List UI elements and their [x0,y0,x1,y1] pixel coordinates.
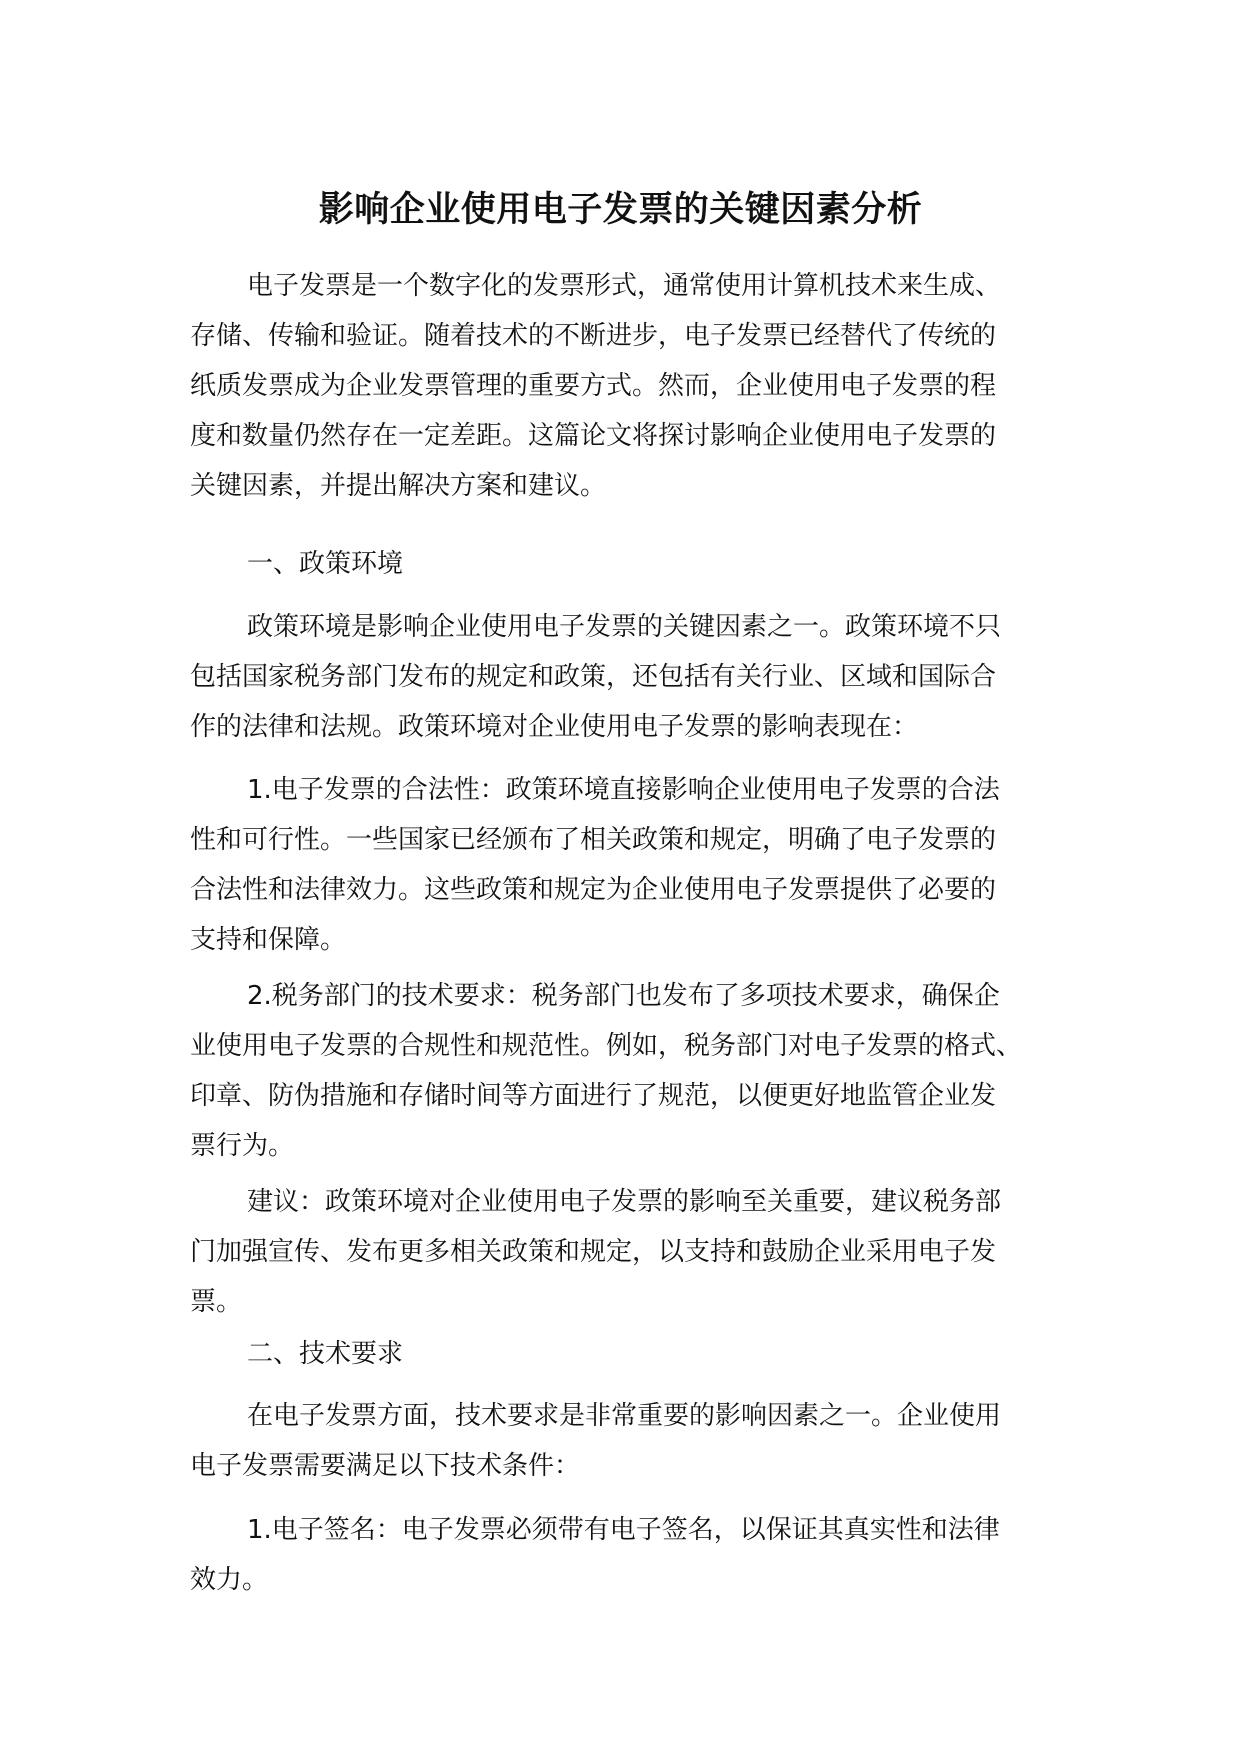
text-line: 支持和保障。 [190,925,347,955]
text-line: 1.电子发票的合法性：政策环境直接影响企业使用电子发票的合法 [247,775,1000,805]
text-line: 印章、防伪措施和存储时间等方面进行了规范，以便更好地监管企业发 [190,1081,997,1111]
text-line: 1.电子签名：电子发票必须带有电子签名，以保证其真实性和法律 [247,1515,1000,1545]
policy-item-1 [190,765,1060,965]
intro-paragraph [190,261,1060,511]
text-line: 电子发票是一个数字化的发票形式，通常使用计算机技术来生成、 [247,271,1002,301]
section-heading-text: 二、技术要求 [247,1339,404,1369]
text-line: 性和可行性。一些国家已经颁布了相关政策和规定，明确了电子发票的 [190,825,997,855]
text-line: 建议：政策环境对企业使用电子发票的影响至关重要，建议税务部 [247,1187,1002,1217]
text-line: 存储、传输和验证。随着技术的不断进步，电子发票已经替代了传统的 [190,321,997,351]
text-line: 度和数量仍然存在一定差距。这篇论文将探讨影响企业使用电子发票的 [190,421,997,451]
section-heading-policy [190,539,1060,589]
text-line: 纸质发票成为企业发票管理的重要方式。然而，企业使用电子发票的程 [190,371,997,401]
text-line: 票行为。 [190,1131,295,1161]
policy-suggestion [190,1177,1060,1327]
section-heading-technical [190,1329,1060,1379]
policy-item-2 [190,971,1060,1171]
technical-item-1 [190,1505,1060,1605]
text-line: 电子发票需要满足以下技术条件： [190,1451,581,1481]
text-line: 关键因素，并提出解决方案和建议。 [190,471,607,501]
text-line: 在电子发票方面，技术要求是非常重要的影响因素之一。企业使用 [247,1401,1002,1431]
text-line: 2.税务部门的技术要求：税务部门也发布了多项技术要求，确保企 [247,981,1000,1011]
text-line: 包括国家税务部门发布的规定和政策，还包括有关行业、区域和国际合 [190,662,997,692]
page-title: 影响企业使用电子发票的关键因素分析 [318,190,923,230]
text-line: 业使用电子发票的合规性和规范性。例如，税务部门对电子发票的格式、 [190,1031,1023,1061]
section-heading-text: 一、政策环境 [247,549,404,579]
policy-paragraph [190,602,1060,752]
text-line: 门加强宣传、发布更多相关政策和规定，以支持和鼓励企业采用电子发 [190,1237,997,1267]
text-line: 合法性和法律效力。这些政策和规定为企业使用电子发票提供了必要的 [190,875,997,905]
text-line: 票。 [190,1287,243,1317]
text-line: 政策环境是影响企业使用电子发票的关键因素之一。政策环境不只 [247,612,1002,642]
technical-paragraph [190,1391,1060,1491]
text-line: 效力。 [190,1565,269,1595]
text-line: 作的法律和法规。政策环境对企业使用电子发票的影响表现在： [190,712,919,742]
